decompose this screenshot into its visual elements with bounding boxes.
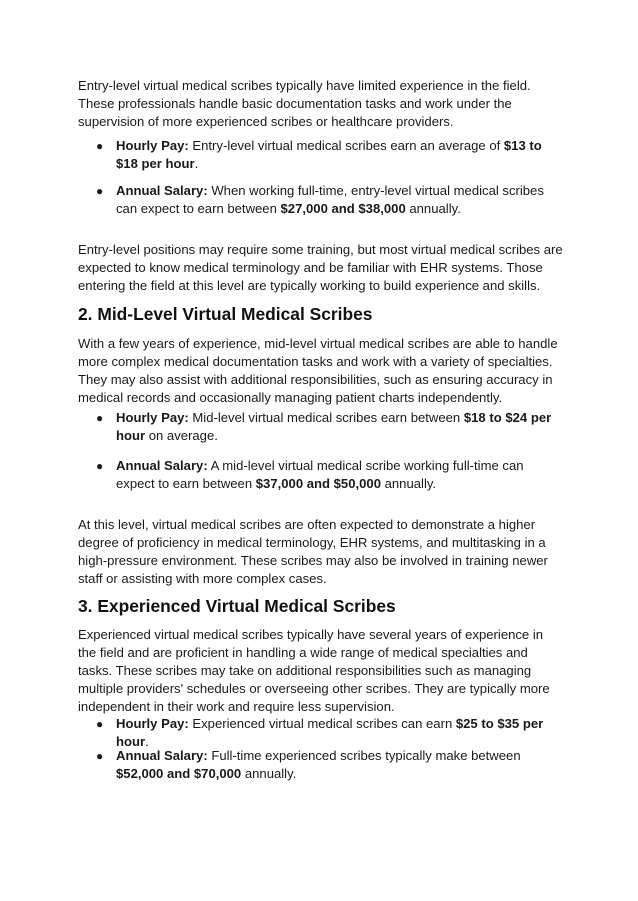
bullet-text: Annual Salary: A mid-level virtual medical scribe working full-time can expect to earn between $37,000 and $50,000 annually. [116,458,524,491]
bullet-text: Hourly Pay: Mid-level virtual medical scribes earn between $18 to $24 per hour on average. [116,410,552,443]
mid-level-outro-paragraph: At this level, virtual medical scribes are often expected to demonstrate a higher degree of proficiency in medical terminology, EHR systems, and multitasking in a high-pressure environment. These scribes may also be involved in training newer staff or assisting with more complex cases. [78,517,548,586]
bullet-icon: ● [96,139,104,153]
bullet-text: Annual Salary: When working full-time, entry-level virtual medical scribes can expect to earn between $27,000 and $38,000 annually. [116,183,544,216]
bullet-icon: ● [96,411,104,425]
section-heading-experienced: 3. Experienced Virtual Medical Scribes [78,596,396,616]
section-heading-mid-level: 2. Mid-Level Virtual Medical Scribes [78,304,373,324]
mid-level-intro-paragraph: With a few years of experience, mid-level virtual medical scribes are able to handle more complex medical documentation tasks and work with a variety of specialties. They may also assist with additional responsibilities, such as ensuring accuracy in medical records and occasionally managing patient charts independently. [78,336,558,405]
bullet-text: Annual Salary: Full-time experienced scribes typically make between $52,000 and $70,000 annually. [116,748,521,781]
entry-level-outro-paragraph: Entry-level positions may require some training, but most virtual medical scribes are expected to know medical terminology and be familiar with EHR systems. Those entering the field at this level are typically working to build experience and skills. [78,242,563,293]
bullet-text: Hourly Pay: Entry-level virtual medical scribes earn an average of $13 to $18 per hour. [116,138,542,171]
experienced-intro-paragraph: Experienced virtual medical scribes typically have several years of experience in the field and are proficient in handling a wide range of medical specialties and tasks. These scribes may take on additional responsibilities such as managing multiple providers' schedules or overseeing other scribes. They are typically more independent in their work and require less supervision. [78,627,550,714]
bullet-icon: ● [96,459,104,473]
bullet-icon: ● [96,184,104,198]
entry-level-intro-paragraph: Entry-level virtual medical scribes typically have limited experience in the field. These professionals handle basic documentation tasks and work under the supervision of more experienced scribes or healthcare providers. [78,78,531,129]
bullet-text: Hourly Pay: Experienced virtual medical scribes can earn $25 to $35 per hour. [116,716,544,749]
bullet-icon: ● [96,717,104,731]
bullet-icon: ● [96,749,104,763]
